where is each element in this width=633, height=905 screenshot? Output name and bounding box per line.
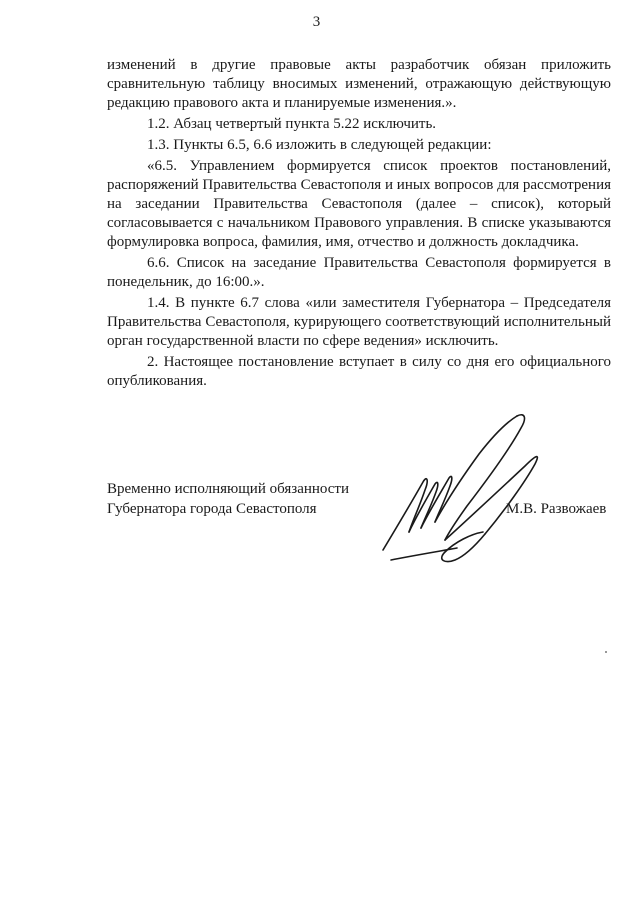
signatory-name: М.В. Развожаев	[506, 501, 607, 517]
paragraph-2: 2. Настоящее постановление вступает в силу со дня его официального опубликования.	[107, 354, 611, 389]
paragraph-continuation: изменений в другие правовые акты разработчик обязан приложить сравнительную таблицу вносимых изменений, отражающую действующую редакцию правового акта и планируемые изменения.».	[107, 57, 611, 111]
paragraph-1-3: 1.3. Пункты 6.5, 6.6 изложить в следующей редакции:	[147, 137, 492, 153]
handwritten-signature	[375, 410, 555, 580]
paragraph-6-5: «6.5. Управлением формируется список проектов постановлений, распоряжений Правительства Севастополя и иных вопросов для рассмотрения на заседании Правительства Севастополя (далее – список), который согласовывается с начальником Правового управления. В списке указываются формулировка вопроса, фамилия, имя, отчество и должность докладчика.	[107, 158, 611, 250]
signatory-title	[107, 479, 349, 519]
page-number: 3	[312, 14, 321, 30]
paragraph-1-2: 1.2. Абзац четвертый пункта 5.22 исключить.	[147, 116, 437, 132]
paragraph-6-6: 6.6. Список на заседание Правительства Севастополя формируется в понедельник, до 16:00.».	[107, 255, 611, 290]
signatory-title-line-2: Губернатора города Севастополя	[107, 501, 317, 517]
scan-speck	[605, 651, 607, 653]
paragraph-1-4: 1.4. В пункте 6.7 слова «или заместителя Губернатора – Председателя Правительства Севастополя, курирующего соответствующий исполнительный орган государственной власти по сфере ведения» исключить.	[107, 295, 611, 349]
signatory-title-line-1: Временно исполняющий обязанности	[107, 481, 350, 497]
document-body	[107, 56, 611, 393]
